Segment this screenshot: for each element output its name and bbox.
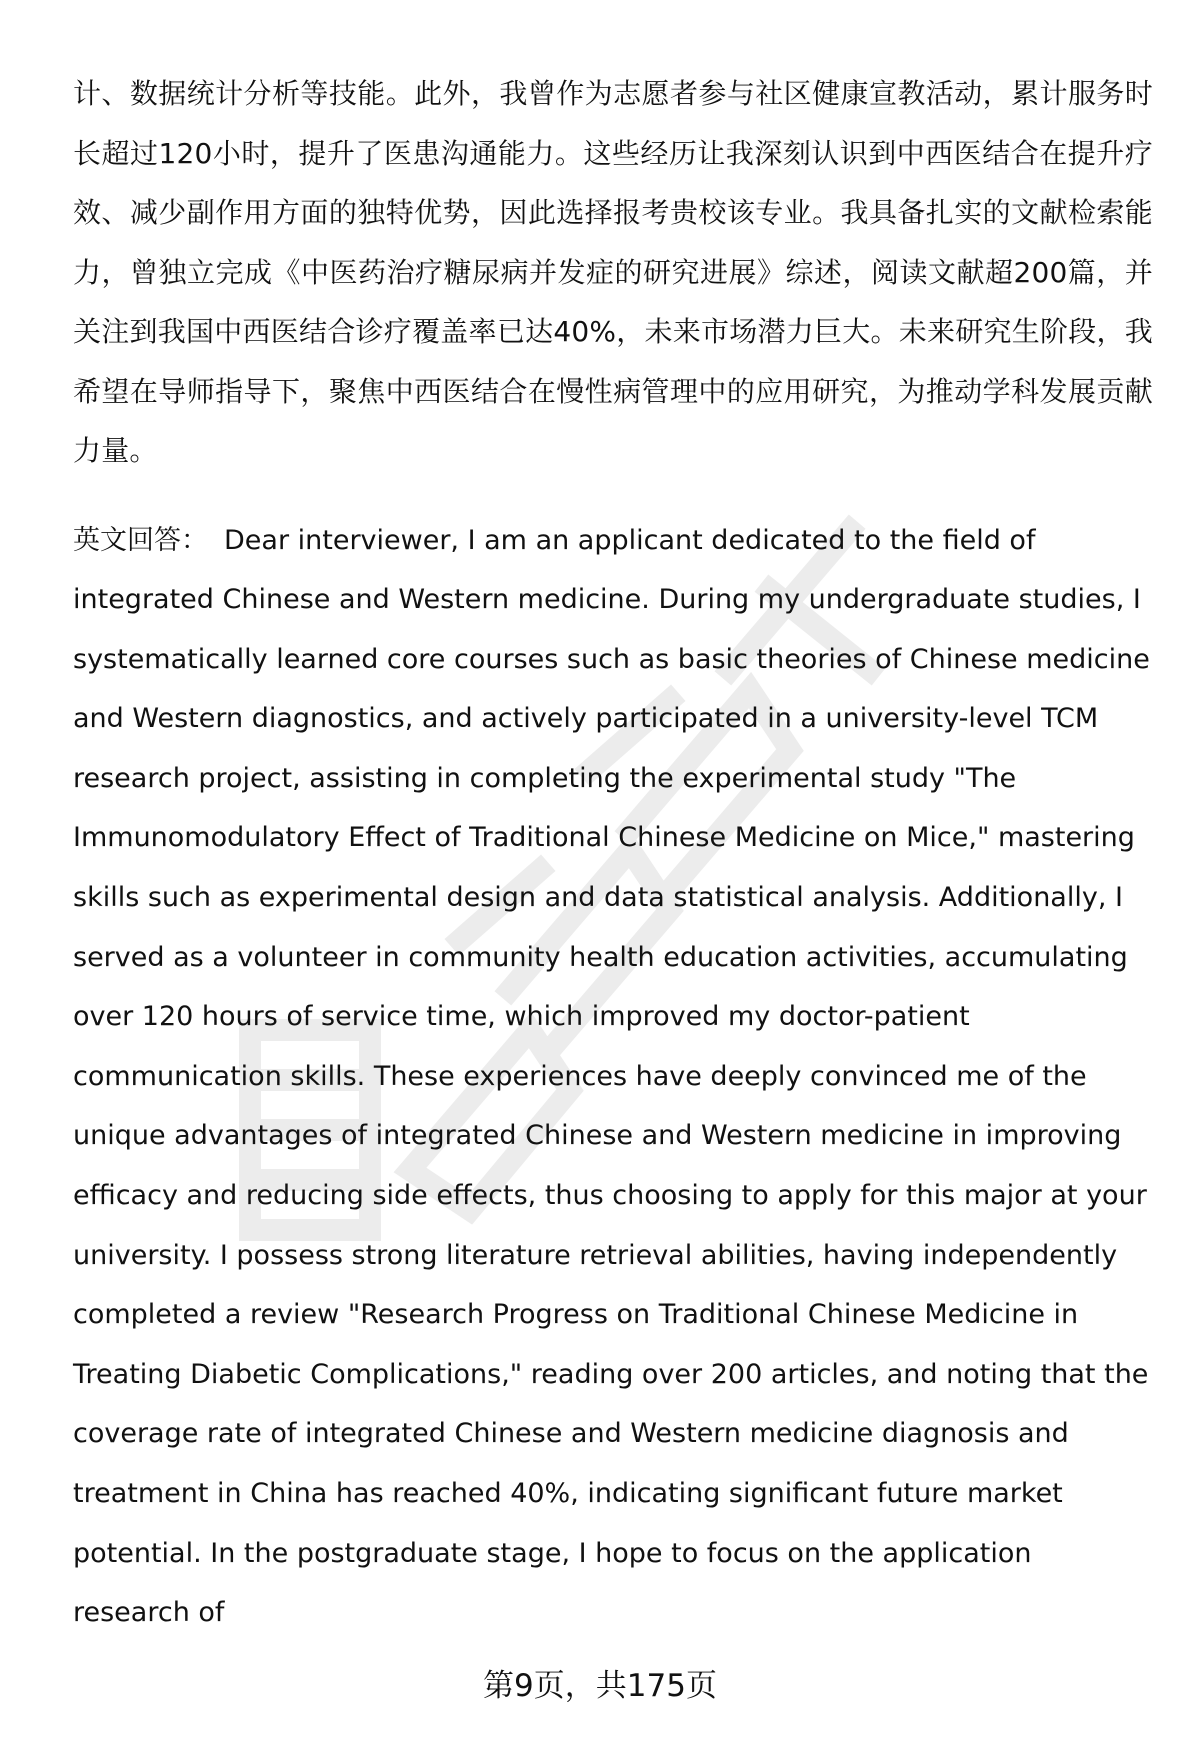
page-number-footer: 第9页，共175页 [483,1668,717,1704]
chinese-answer-paragraph: 计、数据统计分析等技能。此外，我曾作为志愿者参与社区健康宣教活动，累计服务时长超过120小时，提升了医患沟通能力。这些经历让我深刻认识到中西医结合在提升疗效、减少副作用方面的独特优势，因此选择报考贵校该专业。我具备扎实的文献检索能力，曾独立完成《中医药治疗糖尿病并发症的研究进展》综述，阅读文献超200篇，并关注到我国中西医结合诊疗覆盖率已达40%，未来市场潜力巨大。未来研究生阶段，我希望在导师指导下，聚焦中西医结合在慢性病管理中的应用研究，为推动学科发展贡献力量。 [73,77,1153,467]
english-answer-label: 英文回答： [73,524,208,556]
english-answer-paragraph [73,511,1153,1643]
english-answer-text: Dear interviewer, I am an applicant dedicated to the field of integrated Chinese and Western medicine. During my undergraduate studies, I systematically learned core courses such as basic theories of Chinese medicine and Western diagnostics, and actively participated in a university-level TCM research project, assisting in completing the experimental study "The Immunomodulatory Effect of Traditional Chinese Medicine on Mice," mastering skills such as experimental design and data statistical analysis. Additionally, I served as a volunteer in community health education activities, accumulating over 120 hours of service time, which improved my doctor-patient communication skills. These experiences have deeply convinced me of the unique advantages of integrated Chinese and Western medicine in improving efficacy and reducing side effects, thus choosing to apply for this major at your university. I possess strong literature retrieval abilities, having independently completed a review "Research Progress on Traditional Chinese Medicine in Treating Diabetic Complications," reading over 200 articles, and noting that the coverage rate of integrated Chinese and Western medicine diagnosis and treatment in China has reached 40%, indicating significant future market potential. In the postgraduate stage, I hope to focus on the application research of [73,524,1150,1629]
document-body [73,64,1153,1643]
